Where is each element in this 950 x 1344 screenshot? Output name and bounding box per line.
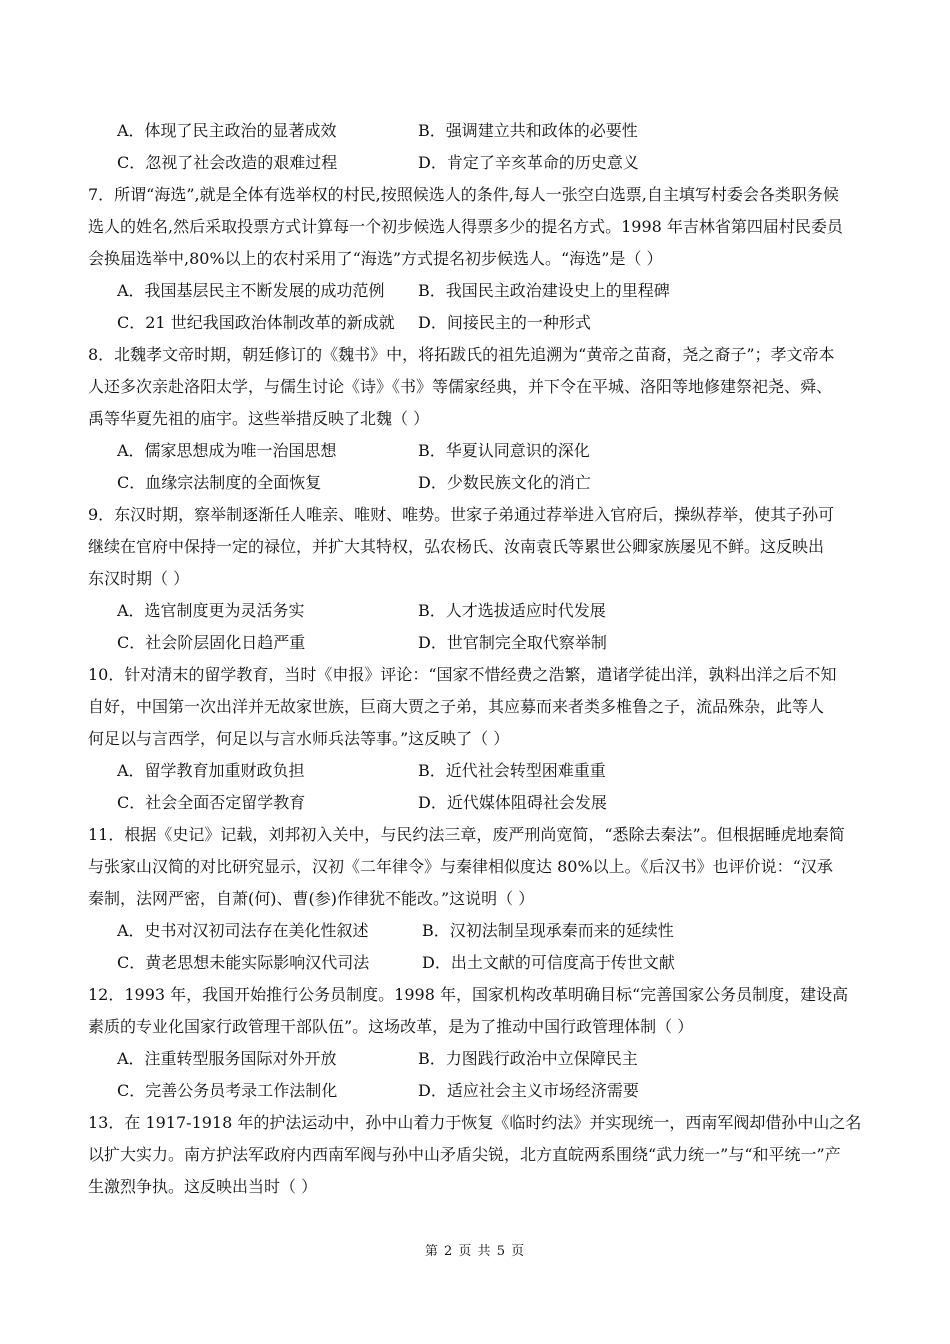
- q10-stem-line-3: 何足以与言西学，何足以与言水师兵法等事。”这反映了（ ）: [88, 729, 510, 748]
- q9-stem-line-1: 9．东汉时期，察举制逐渐任人唯亲、唯财、唯势。世家子弟通过荐举进入官府后，操纵荐举，使其子孙可: [88, 505, 835, 524]
- q13-stem-line-1: 13．在 1917-1918 年的护法运动中，孙中山着力于恢复《临时约法》并实现统一，西南军阀却借孙中山之名: [88, 1113, 862, 1132]
- q9-option-c: C．社会阶层固化日趋严重: [117, 633, 306, 652]
- q9-option-b: B．人才选拔适应时代发展: [418, 601, 606, 620]
- q11-stem-line-3: 秦制，法网严密，自萧(何)、曹(参)作律犹不能改。”这说明（ ）: [88, 889, 535, 908]
- q8-option-d: D．少数民族文化的消亡: [418, 473, 591, 492]
- q7-option-a: A．我国基层民主不断发展的成功范例: [117, 281, 385, 300]
- q7-stem-line-2: 选人的姓名,然后采取投票方式计算每一个初步候选人得票多少的提名方式。1998 年吉林省第四届村民委员: [88, 217, 843, 236]
- q8-option-c: C．血缘宗法制度的全面恢复: [117, 473, 322, 492]
- page-footer: 第 2 页 共 5 页: [424, 1244, 526, 1259]
- q7-option-c: C．21 世纪我国政治体制改革的新成就: [117, 313, 395, 332]
- q8-option-a: A．儒家思想成为唯一治国思想: [117, 441, 337, 460]
- q8-stem-line-1: 8．北魏孝文帝时期，朝廷修订的《魏书》中，将拓跋氏的祖先追溯为“黄帝之苗裔，尧之裔子”；孝文帝本: [88, 345, 835, 364]
- q7-stem-line-3: 会换届选举中,80%以上的农村采用了“海选”方式提名初步候选人。“海选”是（ ）: [88, 249, 663, 268]
- q12-option-d: D．适应社会主义市场经济需要: [418, 1081, 639, 1100]
- q10-option-a: A．留学教育加重财政负担: [117, 761, 305, 780]
- q6-option-a: A．体现了民主政治的显著成效: [117, 121, 337, 140]
- q6-option-c: C．忽视了社会改造的艰难过程: [117, 153, 338, 172]
- q11-option-c: C．黄老思想未能实际影响汉代司法: [117, 953, 370, 972]
- q10-option-d: D．近代媒体阻碍社会发展: [418, 793, 607, 812]
- q12-option-b: B．力图践行政治中立保障民主: [418, 1049, 638, 1068]
- q6-option-d: D．肯定了辛亥革命的历史意义: [418, 153, 639, 172]
- q10-option-b: B．近代社会转型困难重重: [418, 761, 606, 780]
- q12-stem-line-1: 12．1993 年，我国开始推行公务员制度。1998 年，国家机构改革明确目标“完善国家公务员制度，建设高: [88, 985, 849, 1004]
- q7-option-d: D．间接民主的一种形式: [418, 313, 591, 332]
- q13-stem-line-2: 以扩大实力。南方护法军政府内西南军阀与孙中山矛盾尖锐，北方直皖两系围绕“武力统一”与“和平统一”产: [88, 1145, 841, 1164]
- q6-option-b: B．强调建立共和政体的必要性: [418, 121, 638, 140]
- q12-option-a: A．注重转型服务国际对外开放: [117, 1049, 337, 1068]
- q11-stem-line-2: 与张家山汉简的对比研究显示，汉初《二年律令》与秦律相似度达 80%以上。《后汉书》也评价说：“汉承: [88, 857, 833, 876]
- q7-stem-line-1: 7．所谓“海选”,就是全体有选举权的村民,按照候选人的条件,每人一张空白选票,自主填写村委会各类职务候: [88, 185, 839, 204]
- q8-option-b: B．华夏认同意识的深化: [418, 441, 590, 460]
- q11-option-b: B．汉初法制呈现承秦而来的延续性: [422, 921, 674, 940]
- q10-stem-line-2: 自好，中国第一次出洋并无故家世族，巨商大贾之子弟，其应募而来者类多椎鲁之子，流品殊杂，此等人: [88, 697, 825, 716]
- q9-stem-line-2: 继续在官府中保持一定的禄位，并扩大其特权，弘农杨氏、汝南袁氏等累世公卿家族屡见不鲜。这反映出: [88, 537, 825, 556]
- q9-option-d: D．世官制完全取代察举制: [418, 633, 607, 652]
- q9-option-a: A．选官制度更为灵活务实: [117, 601, 305, 620]
- q8-stem-line-2: 人还多次亲赴洛阳太学，与儒生讨论《诗》《书》等儒家经典，并下令在平城、洛阳等地修建祭祀尧、舜、: [88, 377, 833, 396]
- q10-stem-line-1: 10．针对清末的留学教育，当时《申报》评论：“国家不惜经费之浩繁，遣诸学徒出洋，孰料出洋之后不知: [88, 665, 837, 684]
- q10-option-c: C．社会全面否定留学教育: [117, 793, 306, 812]
- q12-option-c: C．完善公务员考录工作法制化: [117, 1081, 338, 1100]
- q8-stem-line-3: 禹等华夏先祖的庙宇。这些举措反映了北魏（ ）: [88, 409, 430, 428]
- q11-option-d: D．出土文献的可信度高于传世文献: [422, 953, 675, 972]
- q7-option-b: B．我国民主政治建设史上的里程碑: [418, 281, 670, 300]
- q12-stem-line-2: 素质的专业化国家行政管理干部队伍”。这场改革，是为了推动中国行政管理体制（ ）: [88, 1017, 694, 1036]
- q11-stem-line-1: 11．根据《史记》记载，刘邦初入关中，与民约法三章，废严刑尚宽简，“悉除去秦法”。但根据睡虎地秦简: [88, 825, 845, 844]
- q9-stem-line-3: 东汉时期（ ）: [88, 569, 190, 588]
- q13-stem-line-3: 生激烈争执。这反映出当时（ ）: [88, 1177, 318, 1196]
- q11-option-a: A．史书对汉初司法存在美化性叙述: [117, 921, 369, 940]
